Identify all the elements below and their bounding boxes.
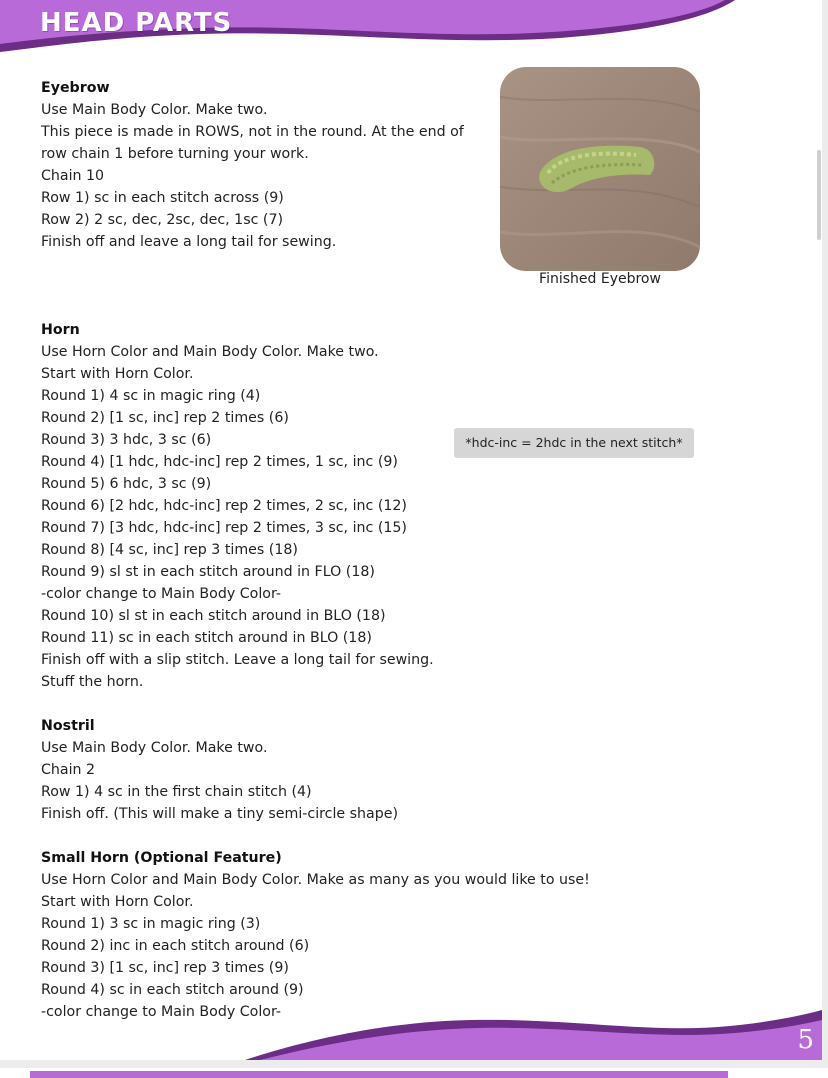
eyebrow-line: Finish off and leave a long tail for sewing. <box>41 234 337 250</box>
small-horn-heading: Small Horn (Optional Feature) <box>41 850 282 866</box>
horn-line: Round 1) 4 sc in magic ring (4) <box>41 388 261 404</box>
horn-line: Round 6) [2 hdc, hdc-inc] rep 2 times, 2 sc, inc (12) <box>41 498 407 514</box>
horn-line: Stuff the horn. <box>41 674 144 690</box>
eyebrow-line: Row 2) 2 sc, dec, 2sc, dec, 1sc (7) <box>41 212 284 228</box>
horn-heading: Horn <box>41 322 80 338</box>
horn-line: Round 7) [3 hdc, hdc-inc] rep 2 times, 3 sc, inc (15) <box>41 520 407 536</box>
horn-line: Use Horn Color and Main Body Color. Make two. <box>41 344 379 360</box>
photo-caption: Finished Eyebrow <box>539 271 661 287</box>
small-horn-line: Round 1) 3 sc in magic ring (3) <box>41 916 261 932</box>
nostril-line: Chain 2 <box>41 762 96 778</box>
eyebrow-line: Row 1) sc in each stitch across (9) <box>41 190 284 206</box>
horn-line: Round 9) sl st in each stitch around in FLO (18) <box>41 564 375 580</box>
small-horn-line: Round 3) [1 sc, inc] rep 3 times (9) <box>41 960 289 976</box>
eyebrow-line: Use Main Body Color. Make two. <box>41 102 268 118</box>
small-horn-line: -color change to Main Body Color- <box>41 1004 281 1020</box>
horn-line: -color change to Main Body Color- <box>41 586 281 602</box>
horn-line: Round 5) 6 hdc, 3 sc (9) <box>41 476 212 492</box>
eyebrow-line: This piece is made in ROWS, not in the round. At the end of <box>41 124 464 140</box>
small-horn-line: Start with Horn Color. <box>41 894 194 910</box>
footer-wave-banner <box>0 1000 822 1060</box>
eyebrow-heading: Eyebrow <box>41 80 110 96</box>
page-number: 5 <box>797 1025 814 1055</box>
horn-line: Finish off with a slip stitch. Leave a long tail for sewing. <box>41 652 434 668</box>
next-page-edge <box>0 1068 828 1078</box>
nostril-line: Use Main Body Color. Make two. <box>41 740 268 756</box>
horn-line: Round 8) [4 sc, inc] rep 3 times (18) <box>41 542 298 558</box>
horn-line: Round 3) 3 hdc, 3 sc (6) <box>41 432 212 448</box>
nostril-line: Finish off. (This will make a tiny semi-circle shape) <box>41 806 399 822</box>
small-horn-line: Round 2) inc in each stitch around (6) <box>41 938 310 954</box>
eyebrow-line: Chain 10 <box>41 168 105 184</box>
small-horn-line: Round 4) sc in each stitch around (9) <box>41 982 304 998</box>
scrollbar-thumb[interactable] <box>817 150 821 240</box>
horn-line: Start with Horn Color. <box>41 366 194 382</box>
horn-line: Round 10) sl st in each stitch around in BLO (18) <box>41 608 386 624</box>
nostril-line: Row 1) 4 sc in the first chain stitch (4) <box>41 784 312 800</box>
page-title: HEAD PARTS <box>40 8 233 38</box>
nostril-heading: Nostril <box>41 718 95 734</box>
eyebrow-line: row chain 1 before turning your work. <box>41 146 309 162</box>
small-horn-line: Use Horn Color and Main Body Color. Make as many as you would like to use! <box>41 872 590 888</box>
eyebrow-photo <box>500 67 700 271</box>
horn-line: Round 2) [1 sc, inc] rep 2 times (6) <box>41 410 289 426</box>
hdc-inc-note: *hdc-inc = 2hdc in the next stitch* <box>454 428 694 458</box>
horn-line: Round 4) [1 hdc, hdc-inc] rep 2 times, 1 sc, inc (9) <box>41 454 398 470</box>
horn-line: Round 11) sc in each stitch around in BLO (18) <box>41 630 372 646</box>
